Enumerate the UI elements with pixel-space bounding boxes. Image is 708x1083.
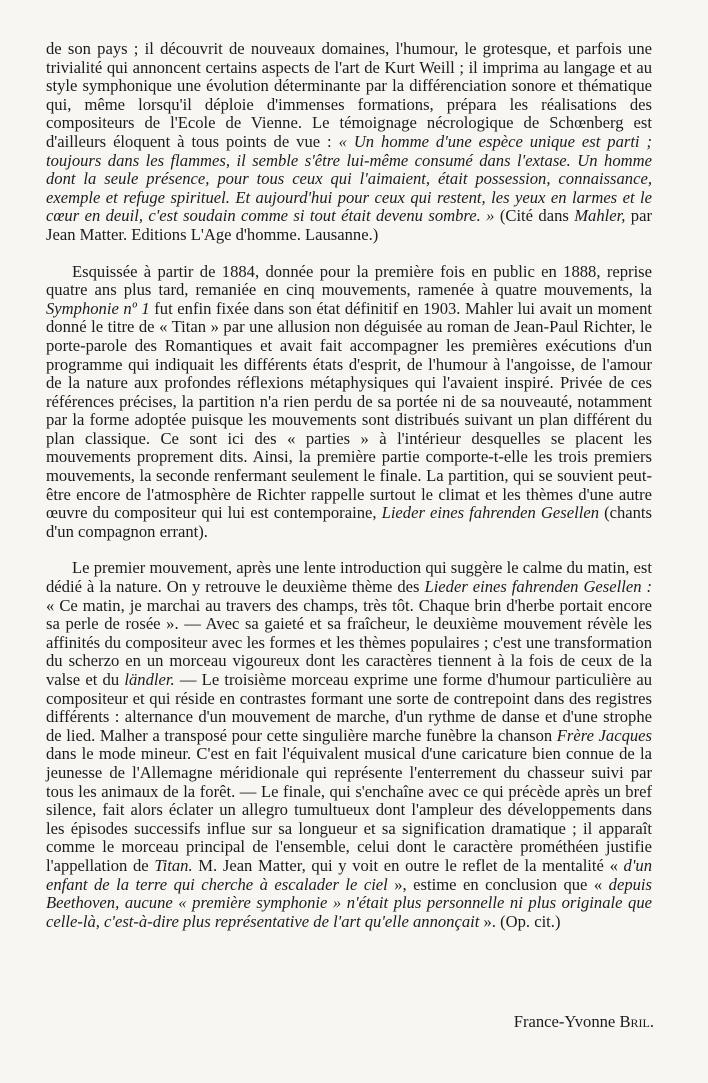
- paragraph-1: [46, 40, 652, 245]
- italic-text-segment: « Un homme d'une espèce unique est parti ; toujours dans les flammes, il semble s'être lui-même consumé dans l'extase. Un homme dont la seule présence, pour tous ceux qui l'aimaient, était possession, connaissance, exemple et refuge spirituel. Et aujourd'hui pour ceux qui restent, les yeux en larmes et le cœur en deuil, c'est soudain comme si tout était devenu sombre. »: [46, 131, 653, 226]
- text-segment: — Le troisième morceau exprime une forme d'humour particulière au compositeur et qui réside en contrastes formant une sorte de contrepoint dans des registres différents : alternance d'un mouvement de marche, d'un rythme de danse et d'une strophe de lied. Malher a transposé pour cette singulière marche funèbre la chanson: [46, 670, 652, 745]
- italic-text-segment: Mahler,: [574, 206, 626, 226]
- text-segment: Le premier mouvement, après une lente introduction qui suggère le calme du matin, est dédié à la nature. On y retrouve le deuxième thème des: [46, 558, 652, 597]
- italic-text-segment: Lieder eines fahrenden Gesellen: [381, 503, 599, 523]
- italic-text-segment: Lieder eines fahrenden Gesellen :: [424, 577, 652, 597]
- author-last-name: Bril.: [619, 1012, 654, 1031]
- text-segment: « Ce matin, je marchai au travers des champs, très tôt. Chaque brin d'herbe portait encore sa perle de rosée ». — Avec sa gaieté et sa fraîcheur, le deuxième mouvement révèle les affinités du compositeur avec les formes et les thèmes populaires ; c'est une transformation du scherzo en un morceau vigoureux dont les caractères tiennent à la fois de ceux de la valse et du: [46, 595, 652, 689]
- text-segment: par Jean Matter. Editions L'Age d'homme. Lausanne.): [46, 206, 652, 244]
- italic-text-segment: depuis Beethoven, aucune « première symphonie » n'était plus personnelle ni plus originale que celle-là, c'est-à-dire plus représentative de l'art qu'elle annonçait: [46, 874, 652, 931]
- italic-text-segment: Symphonie nº 1: [46, 298, 150, 318]
- text-segment: M. Jean Matter, qui y voit en outre le reflet de la mentalité «: [192, 855, 624, 875]
- paragraph-2: [46, 263, 652, 542]
- text-segment: ». (Op. cit.): [479, 911, 561, 931]
- text-segment: (Cité dans: [494, 206, 575, 226]
- text-segment: », estime en conclusion que «: [387, 874, 609, 894]
- text-segment: dans le mode mineur. C'est en fait l'équivalent musical d'une caricature bien connue de la jeunesse de l'Allemagne méridionale qui représente l'enterrement du chasseur suivi par tous les animaux de la forêt. — Le finale, qui s'enchaîne avec ce qui précède après un bref silence, fait alors éclater un allegro tumultueux dont l'ampleur des développements dans les épisodes successifs influe sur sa longueur et sa signification dramatique ; il apparaît comme le morceau principal de l'ensemble, celui dont le caractère prométhéen justifie l'appellation de: [46, 744, 652, 875]
- text-segment: fut enfin fixée dans son état définitif en 1903. Mahler lui avait un moment donné le titre de « Titan » par une allusion non déguisée au roman de Jean-Paul Richter, le porte-parole des Romantiques et avait fait accompagner les premières exécutions d'un programme qui indiquait les différents états d'esprit, de l'humour à l'angoisse, de l'amour de la nature aux profondes réflexions métaphysiques qui l'avaient inspiré. Privée de ces références précises, la partition n'a rien perdu de sa portée ni de sa nouveauté, notamment par la forme adoptée puisque les mouvements sont distribués suivant un plan différent du plan classique. Ce sont ici des « parties » à l'intérieur desquelles se placent les mouvements proprement dits. Ainsi, la première partie comporte-t-elle les trois premiers mouvements, la seconde renfermant seulement le finale. La partition, qui se souvient peut-être encore de l'atmosphère de Richter rappelle surtout le climat et les thèmes d'une autre œuvre du compositeur qui lui est contemporaine,: [46, 298, 652, 523]
- text-segment: (chants d'un compagnon errant).: [46, 503, 653, 541]
- author-first-name: France-Yvonne: [513, 1012, 616, 1031]
- paragraph-3: [46, 559, 652, 931]
- italic-text-segment: Frère Jacques: [556, 725, 652, 745]
- text-segment: de son pays ; il découvrit de nouveaux domaines, l'humour, le grotesque, et parfois une trivialité qui annoncent certains aspects de l'art de Kurt Weill ; il imprima au langage et au style symphonique une évolution déterminante par la différenciation sonore et thématique qui, même lorsqu'il déploie d'immenses formations, prépara les réalisations des compositeurs de l'Ecole de Vienne. Le témoignage nécrologique de Schœnberg est d'ailleurs éloquent à tous points de vue :: [46, 39, 652, 151]
- italic-text-segment: ländler.: [124, 670, 175, 689]
- italic-text-segment: Titan.: [154, 855, 193, 875]
- text-segment: Esquissée à partir de 1884, donnée pour la première fois en public en 1888, reprise quatre ans plus tard, remaniée en cinq mouvements, ramenée à quatre mouvements, la: [46, 261, 652, 300]
- article-body: [46, 40, 652, 949]
- italic-text-segment: d'un enfant de la terre qui cherche à escalader le ciel: [46, 855, 652, 894]
- author-signature: [514, 1012, 654, 1032]
